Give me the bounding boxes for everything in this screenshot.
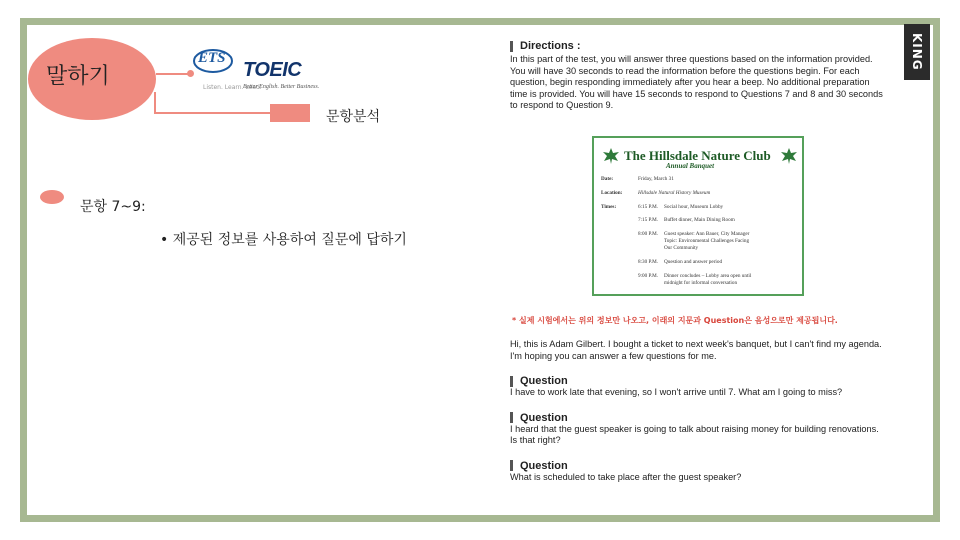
schedule-time: 8:30 P.M. [638, 259, 659, 265]
toeic-tagline: Better English. Better Business. [243, 84, 320, 90]
directions-heading: Directions : [510, 40, 888, 52]
banquet-flyer [592, 136, 804, 296]
schedule-event: Our Community [664, 245, 699, 251]
question-text: What is scheduled to take place after the guest speaker? [510, 471, 742, 482]
heading-bar [510, 460, 513, 471]
heading-bar [510, 412, 513, 423]
heading-bar [510, 376, 513, 387]
location-label: Location: [601, 190, 623, 196]
directions-text: In this part of the test, you will answer three questions based on the information provided. You will have 30 seconds to read the information before the questions begin. For each question, begin responding immediately after you hear a beep. No additional preparation time is provided. You will have 15 seconds to respond to Questions 7 and 8 and 30 seconds to respond to Question 9. [510, 54, 883, 110]
schedule-event: Buffet dinner, Main Dining Room [664, 217, 735, 223]
slide-title: 말하기 [46, 64, 110, 89]
script-panel [510, 339, 888, 483]
question-heading: Question [510, 412, 888, 424]
bullet-icon [40, 190, 64, 204]
schedule-event: Topic: Environmental Challenges Facing [664, 238, 750, 244]
question-heading: Question [510, 375, 888, 387]
schedule-event: Question and answer period [664, 259, 723, 265]
schedule-event: Dinner concludes – Lobby area open until [664, 273, 752, 279]
subject-label: 문항분석 [326, 109, 381, 125]
flyer-title: The Hillsdale Nature Club [624, 148, 771, 163]
exam-note: * 실제 시험에서는 위의 정보만 나오고, 이래의 지문과 Question은 음성으로만 제공됩니다. [512, 316, 838, 325]
intro-text: Hi, this is Adam Gilbert. I bought a ticket to next week's banquet, but I can't find my agenda. I'm hoping you can answer a few questions for me. [510, 339, 882, 361]
times-label: Times: [601, 204, 617, 210]
date-value: Friday, March 31 [638, 176, 674, 182]
ets-tagline: Listen. Learn. Lead. [203, 84, 262, 91]
date-label: Date: [601, 176, 614, 182]
leaf-icon [602, 147, 620, 165]
subject-tag [270, 104, 310, 122]
question-text: I have to work late that evening, so I won't arrive until 7. What am I going to miss? [510, 387, 843, 397]
toeic-logo: TOEIC [243, 59, 302, 81]
ets-logo-text: ETS [198, 50, 226, 66]
schedule-time: 8:00 P.M. [638, 231, 659, 237]
connector-line [156, 73, 190, 75]
question-text: I heard that the guest speaker is going to talk about raising money for building renovations. Is that right? [510, 423, 879, 445]
schedule-event: midnight for informal conversation [664, 280, 738, 286]
heading-bar [510, 41, 513, 52]
connector-line [154, 112, 272, 114]
question-range: 문항 7~9: [80, 199, 146, 215]
schedule-time: 6:15 P.M. [638, 204, 659, 210]
task-description: • 제공된 정보를 사용하여 질문에 답하기 [160, 232, 407, 248]
king-badge: KING [904, 24, 930, 80]
connector-line [154, 92, 156, 114]
schedule-event: Guest speaker: Ann Bauer, City Manager [664, 231, 750, 237]
schedule-event: Social hour, Museum Lobby [664, 204, 724, 210]
schedule-time: 9:00 P.M. [638, 273, 659, 279]
schedule-time: 7:15 P.M. [638, 217, 659, 223]
question-heading: Question [510, 460, 888, 472]
flyer-subtitle: Annual Banquet [666, 162, 715, 170]
leaf-icon [780, 147, 798, 165]
location-value: Hillsdale Natural History Museum [638, 190, 711, 196]
directions-panel [510, 40, 888, 112]
